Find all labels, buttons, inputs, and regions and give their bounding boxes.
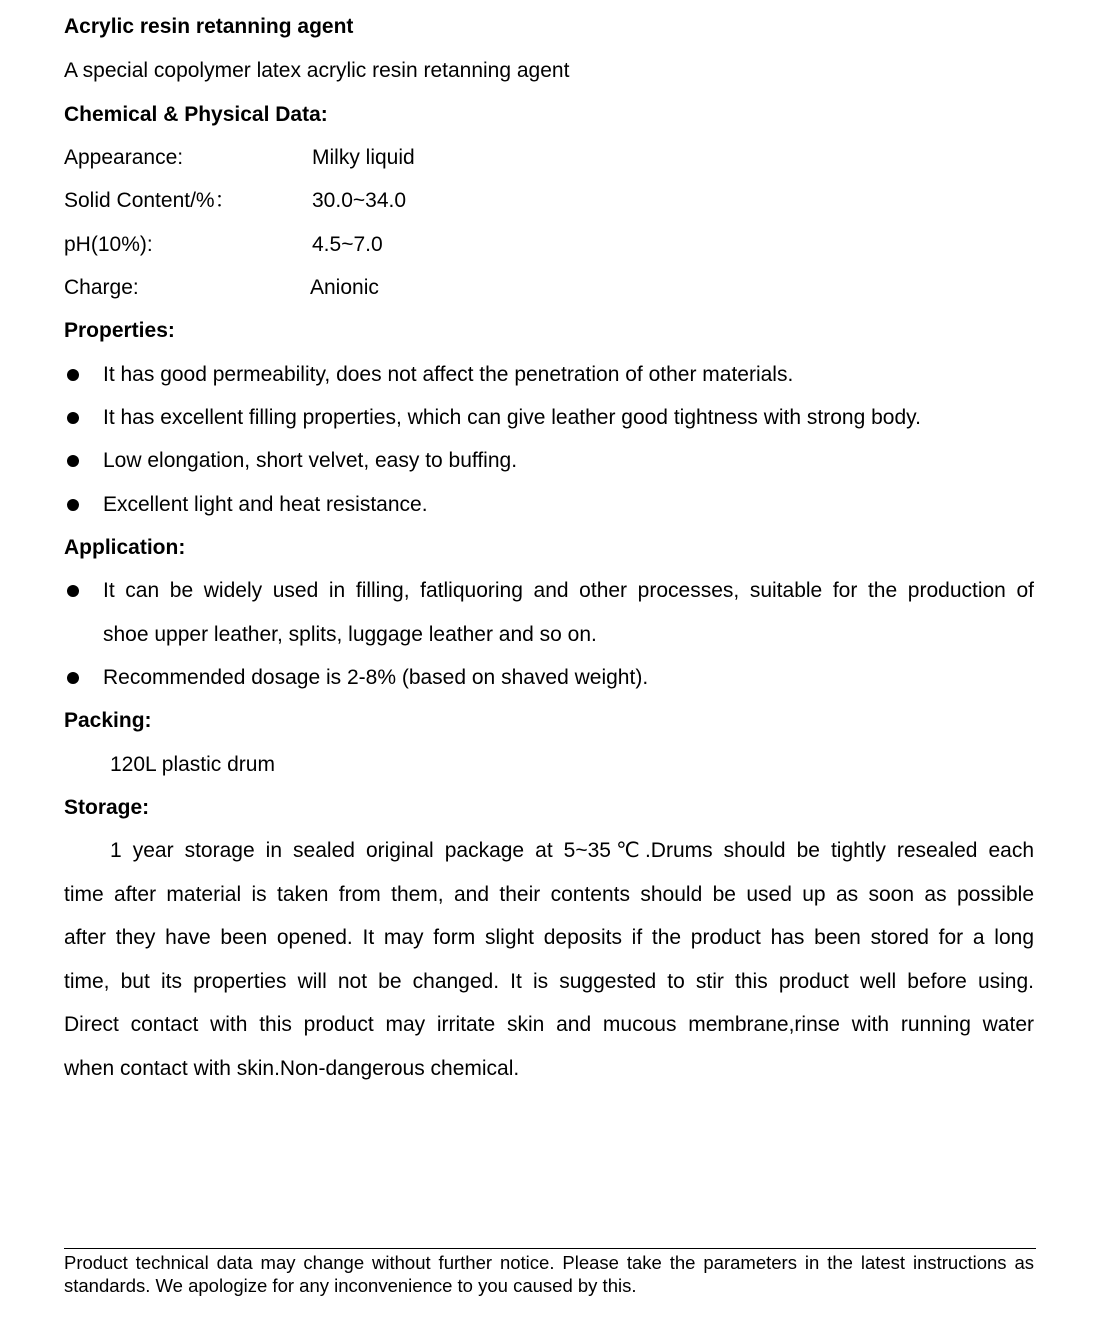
storage-line: when contact with skin.Non-dangerous chemical. (64, 1056, 520, 1080)
list-item (64, 666, 1034, 690)
bullet-icon (67, 585, 79, 597)
bullet-icon (67, 369, 79, 381)
footer-divider (64, 1248, 1036, 1249)
chem-value: 30.0~34.0 (312, 189, 407, 212)
bullet-icon (67, 672, 79, 684)
storage-line: time, but its properties will not be changed. It is suggested to stir this product well before using. (64, 969, 1034, 993)
storage-paragraph (64, 839, 1034, 1100)
bullet-icon (67, 499, 79, 511)
chem-label: pH(10%): (64, 233, 153, 256)
chem-value: 4.5~7.0 (312, 233, 383, 256)
list-item (64, 406, 1034, 430)
storage-line: Direct contact with this product may irritate skin and mucous membrane,rinse with running water (64, 1013, 1034, 1036)
storage-line: time after material is taken from them, and their contents should be used up as soon as possible (64, 882, 1034, 906)
chem-label: Charge: (64, 276, 139, 299)
footer-note (64, 1251, 1034, 1297)
storage-line: after they have been opened. It may form slight deposits if the product has been stored for a long (64, 926, 1034, 949)
chem-label: Solid Content/%： (64, 189, 236, 212)
list-item (64, 449, 1034, 473)
list-item (64, 493, 1034, 517)
chem-label: Appearance: (64, 146, 184, 169)
list-item-text: It has good permeability, does not affect the penetration of other materials. (103, 363, 794, 386)
list-item-text: Excellent light and heat resistance. (103, 493, 428, 516)
bullet-icon (67, 412, 79, 424)
bullet-icon (67, 455, 79, 467)
storage-line: 1 year storage in sealed original package at 5~35℃.Drums should be tightly resealed each (110, 839, 1034, 862)
footer-line: standards. We apologize for any inconvenience to you caused by this. (64, 1275, 637, 1296)
chem-value: Anionic (310, 276, 379, 299)
storage-heading: Storage: (64, 796, 150, 819)
list-item-text: Low elongation, short velvet, easy to buffing. (103, 449, 518, 472)
list-item-text: It can be widely used in filling, fatliquoring and other processes, suitable for the production of (103, 579, 1034, 602)
chem-data-heading: Chemical & Physical Data: (64, 103, 328, 126)
packing-text: 120L plastic drum (110, 753, 275, 776)
footer-line: Product technical data may change without further notice. Please take the parameters in the latest instructions as (64, 1252, 1034, 1273)
document-title: Acrylic resin retanning agent (64, 15, 354, 38)
list-item (64, 579, 1034, 603)
list-item-text: Recommended dosage is 2-8% (based on shaved weight). (103, 666, 649, 689)
packing-heading: Packing: (64, 709, 152, 732)
properties-heading: Properties: (64, 319, 175, 342)
application-heading: Application: (64, 536, 186, 559)
list-item (64, 363, 1034, 387)
document-subtitle: A special copolymer latex acrylic resin retanning agent (64, 59, 570, 82)
list-item-continuation: shoe upper leather, splits, luggage leather and so on. (103, 623, 597, 646)
chem-value: Milky liquid (312, 146, 415, 169)
list-item-text: It has excellent filling properties, which can give leather good tightness with strong body. (103, 406, 921, 429)
